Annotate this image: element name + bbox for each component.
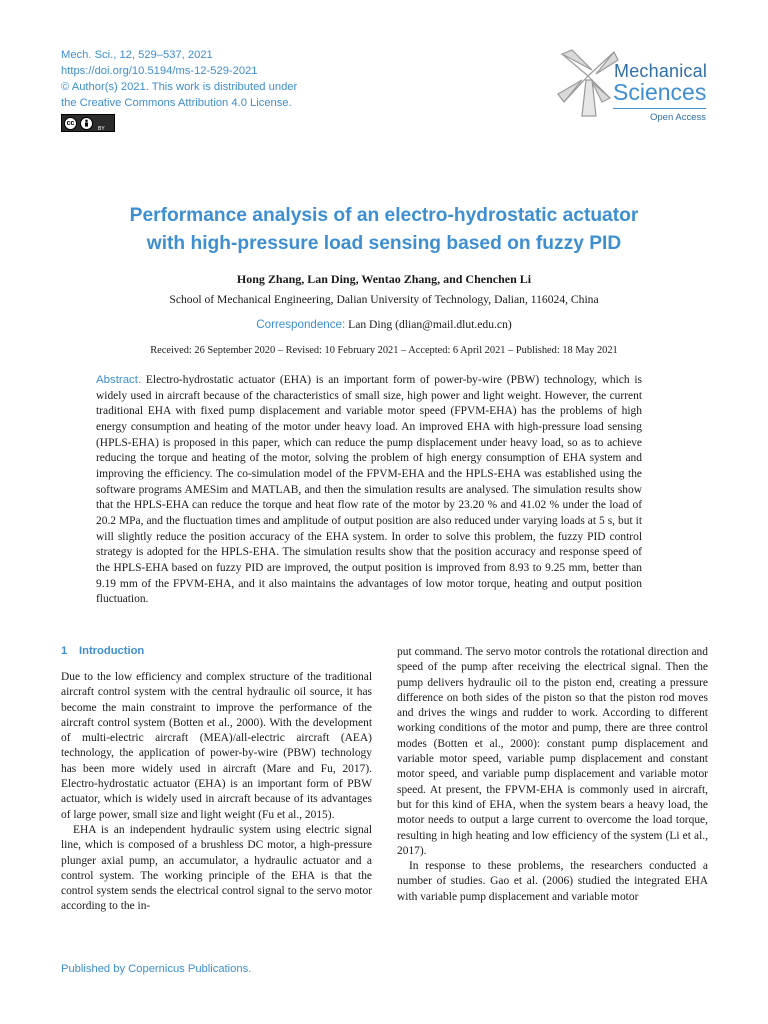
authors: Hong Zhang, Lan Ding, Wentao Zhang, and Chenchen Li <box>236 272 532 286</box>
correspondence <box>60 318 708 331</box>
cc-by-license-icon[interactable] <box>61 114 115 132</box>
publisher-footer[interactable]: Published by Copernicus Publications. <box>61 963 252 975</box>
paragraph: EHA is an independent hydraulic system using electric signal line, which is composed of a brushless DC motor, a high-pressure plunger axial pump, an accumulator, a hydraulic actuator and a control system. The working principle of the EHA is that the control system sends the electrical control signal to the servo motor according to the in- <box>61 823 372 913</box>
paragraph: Due to the low efficiency and complex structure of the traditional aircraft control system with the central hydraulic oil source, it has become the main constraint to improve the performance of the aircraft control system (Botten et al., 2000). With the development of multi-electric aircraft (MEA)/all-electric aircraft (AEA) technology, the application of power-by-wire (PBW) technology has been more widely used in aircraft (Mare and Fu, 2017). Electro-hydrostatic actuator (EHA) is an important form of PBW actuator, which is widely used in aircraft because of its advantages of large power, small size and light weight (Fu et al., 2015). <box>61 671 372 821</box>
copyright: © Author(s) 2021. This work is distributed under <box>61 81 298 93</box>
abstract-text: Electro-hydrostatic actuator (EHA) is an important form of power-by-wire (PBW) technology, which is widely used in aircraft because of the characteristics of small size, high power and light weight. However, the current traditional EHA with fixed pump displacement and variable motor speed (FPVM-EHA) has the problems of high energy consumption and heating of the motor under heavy load. An improved EHA with high-pressure load sensing (HPLS-EHA) is proposed in this paper, which can reduce the pump displacement under heavy load, so as to achieve reducing the torque and heating of the motor, solving the problem of high energy consumption of EHA system and improving the efficiency. The co-simulation model of the FPVM-EHA and the HPLS-EHA was established using the software programs AMESim and MATLAB, and then the simulation results are analysed. The simulation results show that the HPLS-EHA can reduce the torque and heat flow rate of the motor by 23.20 % and 41.02 % under the load of 20.2 MPa, and the fluctuation times and amplitude of output position are also reduced under varying loads at 5 s, but it will slightly reduce the position accuracy of the EHA system. In order to solve this problem, the fuzzy PID control strategy is adopted for the HPLS-EHA. The simulation results show that the position accuracy and response speed of the HPLS-EHA based on fuzzy PID are improved, the output position is improved from 8.93 to 9.25 mm, better than 9.19 mm of the FPVM-EHA, and it also maintains the advantages of low motor torque, heating and output position fluctuation. <box>96 374 642 606</box>
attribution-icon <box>80 117 93 130</box>
affiliation: School of Mechanical Engineering, Dalian University of Technology, Dalian, 116024, China <box>169 293 599 306</box>
right-column <box>397 645 708 905</box>
cc-icon: cc <box>64 117 77 130</box>
section-heading-introduction <box>61 645 372 659</box>
by-label: BY <box>98 126 105 132</box>
publication-dates: Received: 26 September 2020 – Revised: 10 February 2021 – Accepted: 6 April 2021 – Published: 18 May 2021 <box>150 345 618 356</box>
abstract-label: Abstract. <box>96 374 142 386</box>
license-link[interactable]: the Creative Commons Attribution 4.0 License. <box>61 97 292 109</box>
correspondence-email[interactable]: Lan Ding (dlian@mail.dlut.edu.cn) <box>345 318 512 331</box>
title-line-2: with high-pressure load sensing based on fuzzy PID <box>146 233 622 254</box>
citation: Mech. Sci., 12, 529–537, 2021 <box>61 49 213 61</box>
journal-name-line2: Sciences <box>613 79 707 105</box>
section-title: Introduction <box>79 645 145 657</box>
open-access-label: Open Access <box>650 112 706 123</box>
section-number: 1 <box>61 645 68 657</box>
journal-name-line1: Mechanical <box>614 61 708 81</box>
paper-title <box>60 202 708 258</box>
doi-link[interactable]: https://doi.org/10.5194/ms-12-529-2021 <box>61 65 258 77</box>
left-column <box>61 645 372 915</box>
logo-divider <box>613 108 706 109</box>
article-meta <box>61 47 297 111</box>
title-line-1: Performance analysis of an electro-hydrostatic actuator <box>129 205 639 226</box>
correspondence-label: Correspondence: <box>256 318 346 331</box>
paragraph: put command. The servo motor controls the rotational direction and speed of the pump after receiving the electrical signal. Then the pump delivers hydraulic oil to the piston end, creating a pressure difference on both sides of the piston so that the piston rod moves and drives the wings and rudder to work. According to different working conditions of the motor and pump, there are three control modes (Botten et al., 2000): constant pump displacement and variable motor speed, variable pump displacement and constant motor speed, and variable pump displacement and variable motor speed. At present, the FPVM-EHA is commonly used in aircraft, but for this kind of EHA, when the system bears a heavy load, the motor needs to output a large current to overcome the load torque, resulting in high heating and low efficiency of the system (Li et al., 2017). <box>397 646 708 857</box>
abstract <box>96 373 642 608</box>
paragraph: In response to these problems, the researchers conducted a number of studies. Gao et al. (2006) studied the integrated EHA with variable pump displacement and variable motor <box>397 860 708 903</box>
